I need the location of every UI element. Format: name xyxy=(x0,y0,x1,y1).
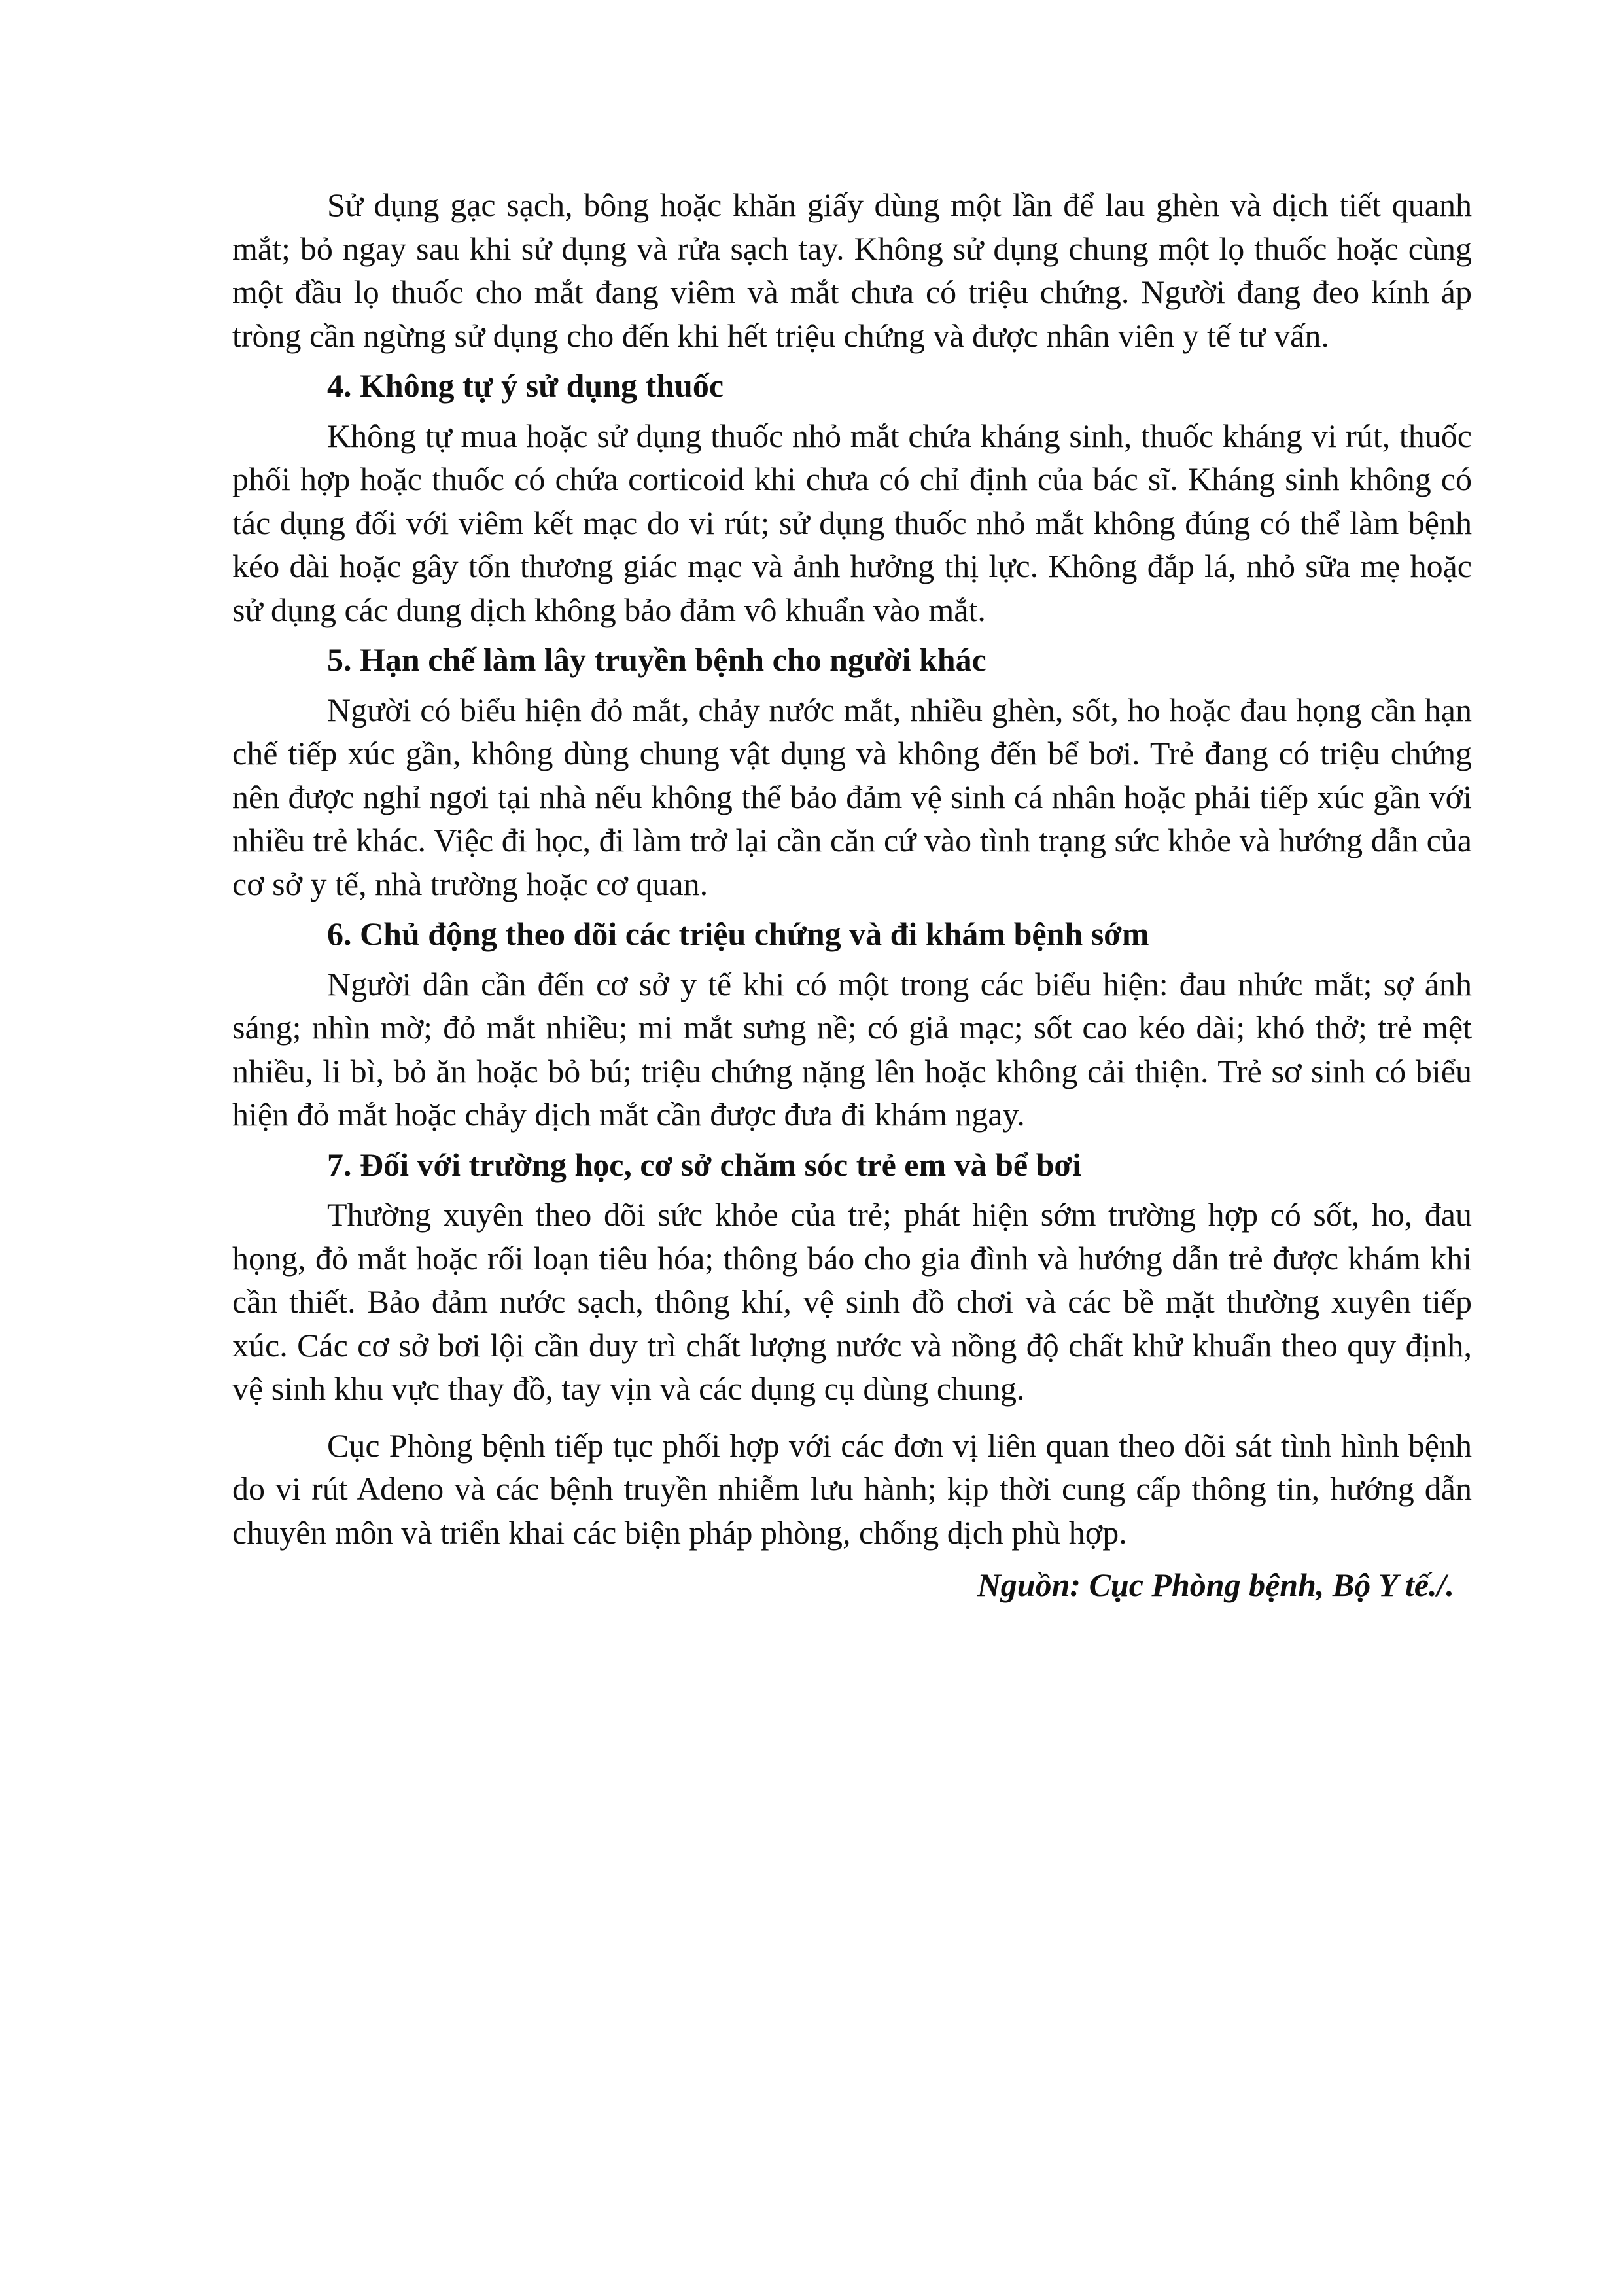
heading-section-7: 7. Đối với trường học, cơ sở chăm sóc trẻ em và bể bơi xyxy=(327,1146,1082,1183)
heading-section-5: 5. Hạn chế làm lây truyền bệnh cho người khác xyxy=(327,641,986,678)
heading-section-6: 6. Chủ động theo dõi các triệu chứng và đi khám bệnh sớm xyxy=(327,915,1149,952)
paragraph-section-7: Thường xuyên theo dõi sức khỏe của trẻ; phát hiện sớm trường hợp có sốt, ho, đau họng, đỏ mắt hoặc rối loạn tiêu hóa; thông báo cho gia đình và hướng dẫn trẻ được khám khi cần thiết. Bảo đảm nước sạch, thông khí, vệ sinh đồ chơi và các bề mặt thường xuyên tiếp xúc. Các cơ sở bơi lội cần duy trì chất lượng nước và nồng độ chất khử khuẩn theo quy định, vệ sinh khu vực thay đồ, tay vịn và các dụng cụ dùng chung. xyxy=(232,1196,1472,1407)
paragraph-section-6: Người dân cần đến cơ sở y tế khi có một trong các biểu hiện: đau nhức mắt; sợ ánh sáng; nhìn mờ; đỏ mắt nhiều; mi mắt sưng nề; có giả mạc; sốt cao kéo dài; khó thở; trẻ mệt nhiều, li bì, bỏ ăn hoặc bỏ bú; triệu chứng nặng lên hoặc không cải thiện. Trẻ sơ sinh có biểu hiện đỏ mắt hoặc chảy dịch mắt cần được đưa đi khám ngay. xyxy=(232,965,1472,1133)
paragraph-section-5: Người có biểu hiện đỏ mắt, chảy nước mắt, nhiều ghèn, sốt, ho hoặc đau họng cần hạn chế tiếp xúc gần, không dùng chung vật dụng và không đến bể bơi. Trẻ đang có triệu chứng nên được nghỉ ngơi tại nhà nếu không thể bảo đảm vệ sinh cá nhân hoặc phải tiếp xúc gần với nhiều trẻ khác. Việc đi học, đi làm trở lại cần căn cứ vào tình trạng sức khỏe và hướng dẫn của cơ sở y tế, nhà trường hoặc cơ quan. xyxy=(232,691,1472,902)
document-page xyxy=(232,183,1472,1607)
paragraph-intro: Sử dụng gạc sạch, bông hoặc khăn giấy dùng một lần để lau ghèn và dịch tiết quanh mắt; bỏ ngay sau khi sử dụng và rửa sạch tay. Không sử dụng chung một lọ thuốc hoặc cùng một đầu lọ thuốc cho mắt đang viêm và mắt chưa có triệu chứng. Người đang đeo kính áp tròng cần ngừng sử dụng cho đến khi hết triệu chứng và được nhân viên y tế tư vấn. xyxy=(232,186,1472,354)
paragraph-closing: Cục Phòng bệnh tiếp tục phối hợp với các đơn vị liên quan theo dõi sát tình hình bệnh do vi rút Adeno và các bệnh truyền nhiễm lưu hành; kịp thời cung cấp thông tin, hướng dẫn chuyên môn và triển khai các biện pháp phòng, chống dịch phù hợp. xyxy=(232,1426,1472,1551)
paragraph-section-4: Không tự mua hoặc sử dụng thuốc nhỏ mắt chứa kháng sinh, thuốc kháng vi rút, thuốc phối hợp hoặc thuốc có chứa corticoid khi chưa có chỉ định của bác sĩ. Kháng sinh không có tác dụng đối với viêm kết mạc do vi rút; sử dụng thuốc nhỏ mắt không đúng có thể làm bệnh kéo dài hoặc gây tổn thương giác mạc và ảnh hưởng thị lực. Không đắp lá, nhỏ sữa mẹ hoặc sử dụng các dung dịch không bảo đảm vô khuẩn vào mắt. xyxy=(232,417,1472,628)
source-attribution: Nguồn: Cục Phòng bệnh, Bộ Y tế./. xyxy=(977,1566,1454,1603)
heading-section-4: 4. Không tự ý sử dụng thuốc xyxy=(327,367,724,404)
